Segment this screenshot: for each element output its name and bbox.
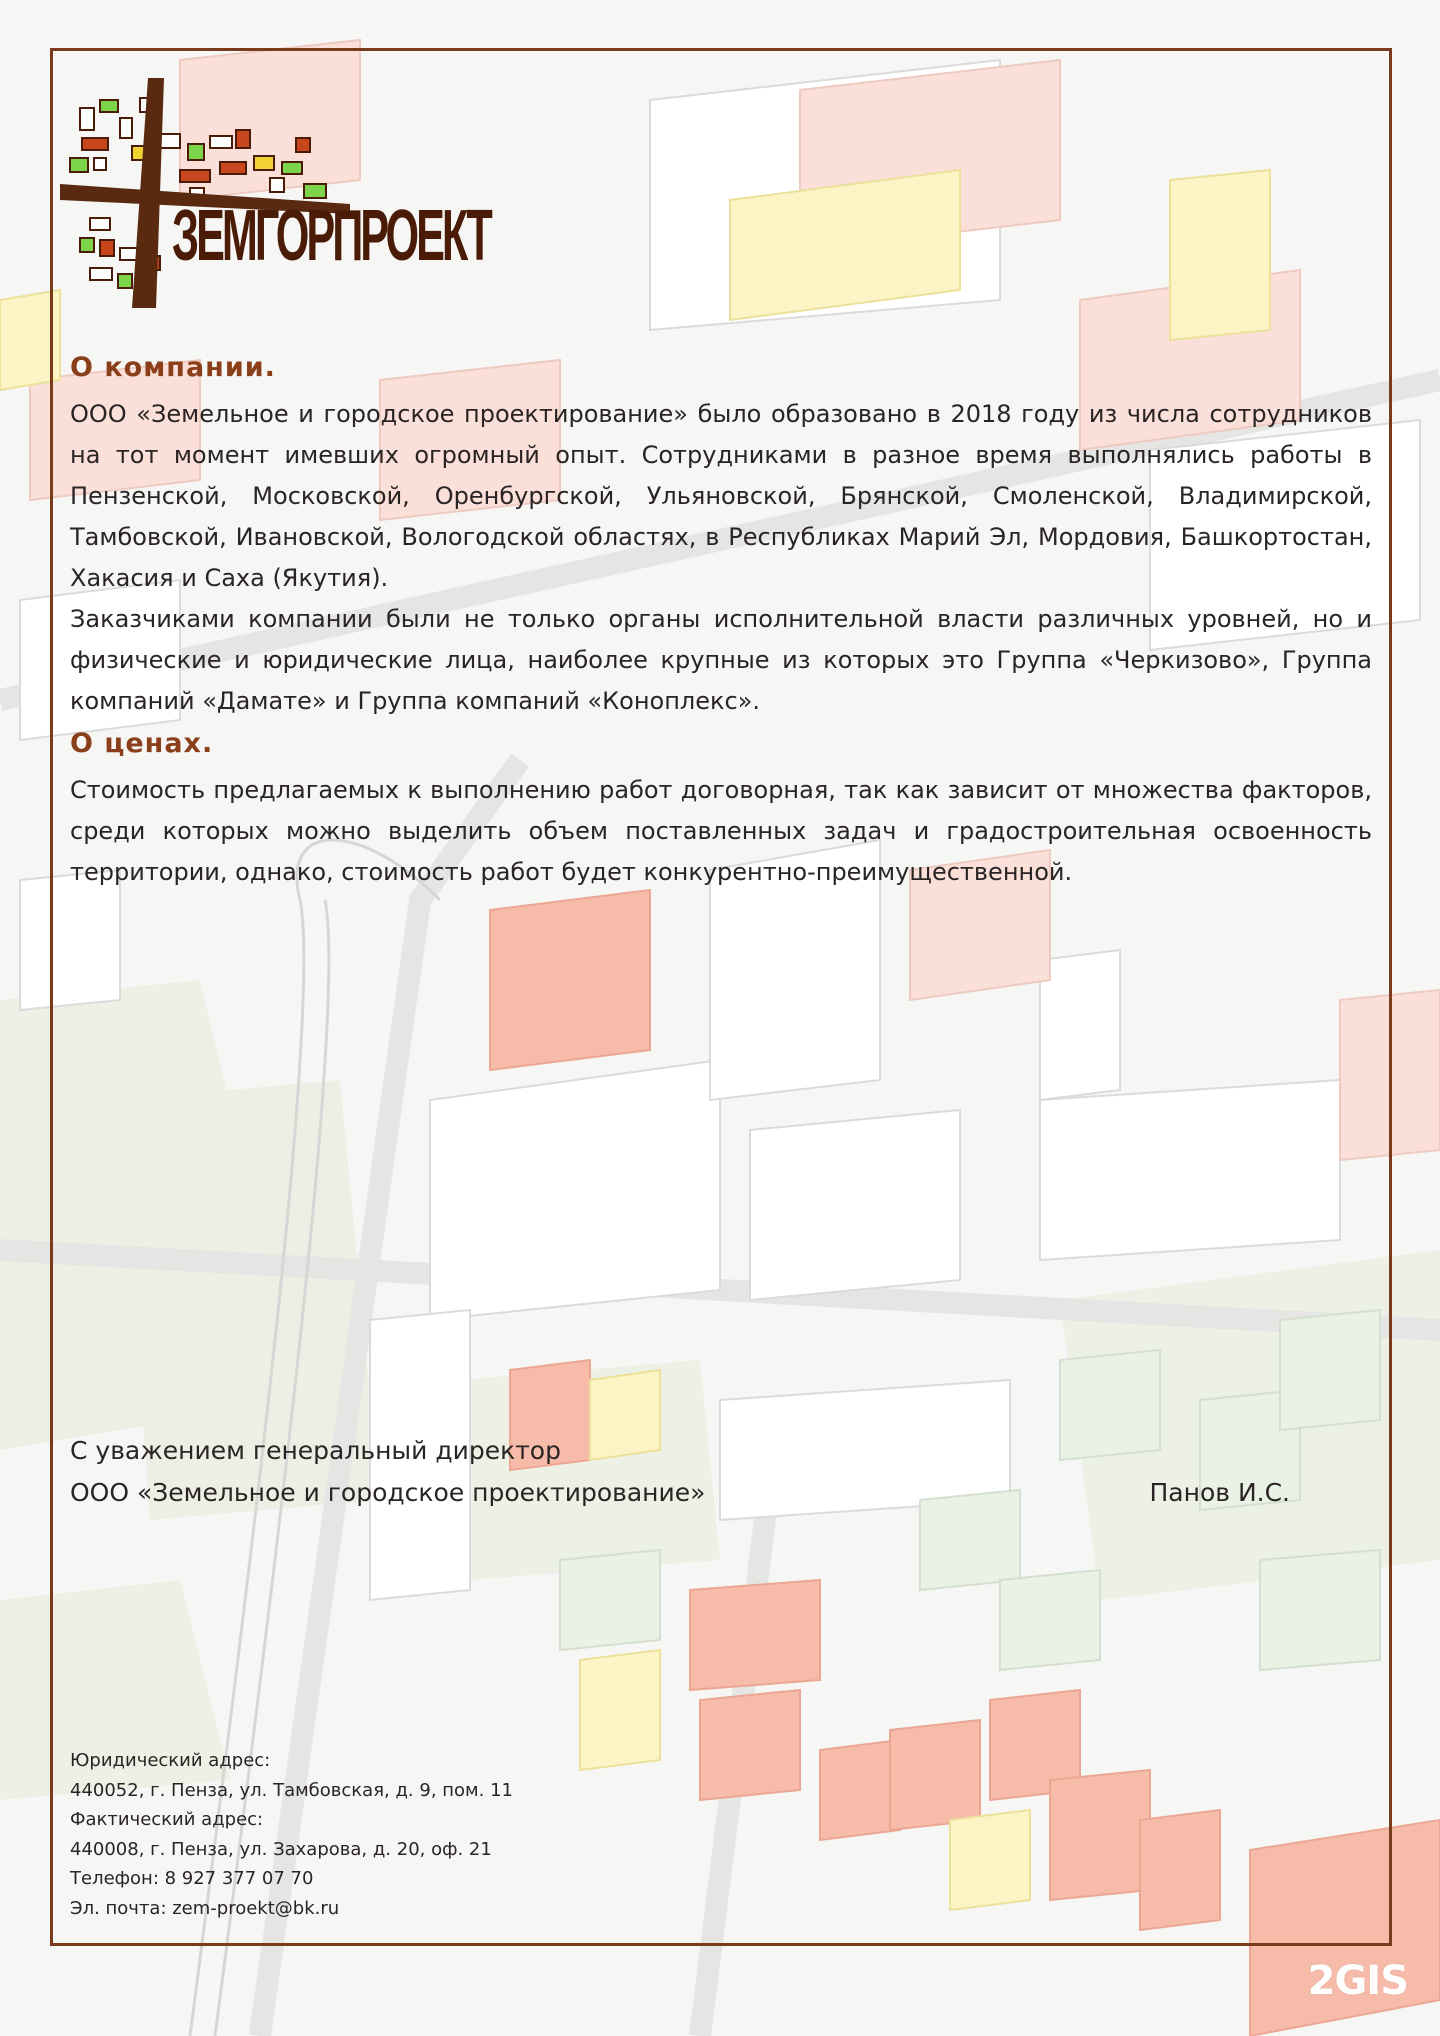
email: Эл. почта: zem-proekt@bk.ru — [70, 1897, 340, 1919]
actual-address-label: Фактический адрес: — [70, 1809, 264, 1830]
about-heading: О компании. — [70, 352, 276, 383]
prices-paragraph: Стоимость предлагаемых к выполнению работ договорная, так как зависит от множества факторов, среди которых можно выделить объем поставленных задач и градостроительная освоенность территории, однако, стоимость работ будет конкурентно-преимущественной. — [70, 776, 1372, 886]
company-logo — [60, 78, 490, 308]
logo-text: ЗЕМГОРПРОЕКТ — [172, 196, 490, 276]
about-paragraph-2: Заказчиками компании были не только органы исполнительной власти различных уровней, но и физические и юридические лица, наиболее крупные из которых это Группа «Черкизово», Группа компаний «Дамате» и Группа компаний «Коноплекс». — [70, 605, 1372, 715]
about-paragraph-1: ООО «Земельное и городское проектирование» было образовано в 2018 году из числа сотрудников на тот момент имевших огромный опыт. Сотрудниками в разное время выполнялись работы в Пензенской, Московской, Оренбургской, Ульяновской, Брянской, Смоленской, Владимирской, Тамбовской, Ивановской, Вологодской областях, в Республиках Марий Эл, Мордовия, Башкортостан, Хакасия и Саха (Якутия). — [70, 400, 1372, 592]
letter-frame — [50, 48, 1392, 1946]
contacts-block — [70, 1746, 513, 1923]
legal-address-label: Юридический адрес: — [70, 1750, 271, 1771]
legal-address: 440052, г. Пенза, ул. Тамбовская, д. 9, пом. 11 — [70, 1779, 513, 1801]
phone: Телефон: 8 927 377 07 70 — [70, 1868, 314, 1889]
signature-block — [70, 1430, 1372, 1514]
signature-line: С уважением генеральный директор — [70, 1436, 561, 1465]
signature-company: ООО «Земельное и городское проектирование» — [70, 1478, 706, 1507]
actual-address: 440008, г. Пенза, ул. Захарова, д. 20, оф. 21 — [70, 1838, 492, 1860]
about-section — [70, 352, 1372, 722]
prices-heading: О ценах. — [70, 728, 214, 759]
signature-name: Панов И.С. — [1149, 1478, 1290, 1507]
2gis-watermark: 2GIS — [1307, 1958, 1408, 2004]
prices-section — [70, 728, 1372, 893]
